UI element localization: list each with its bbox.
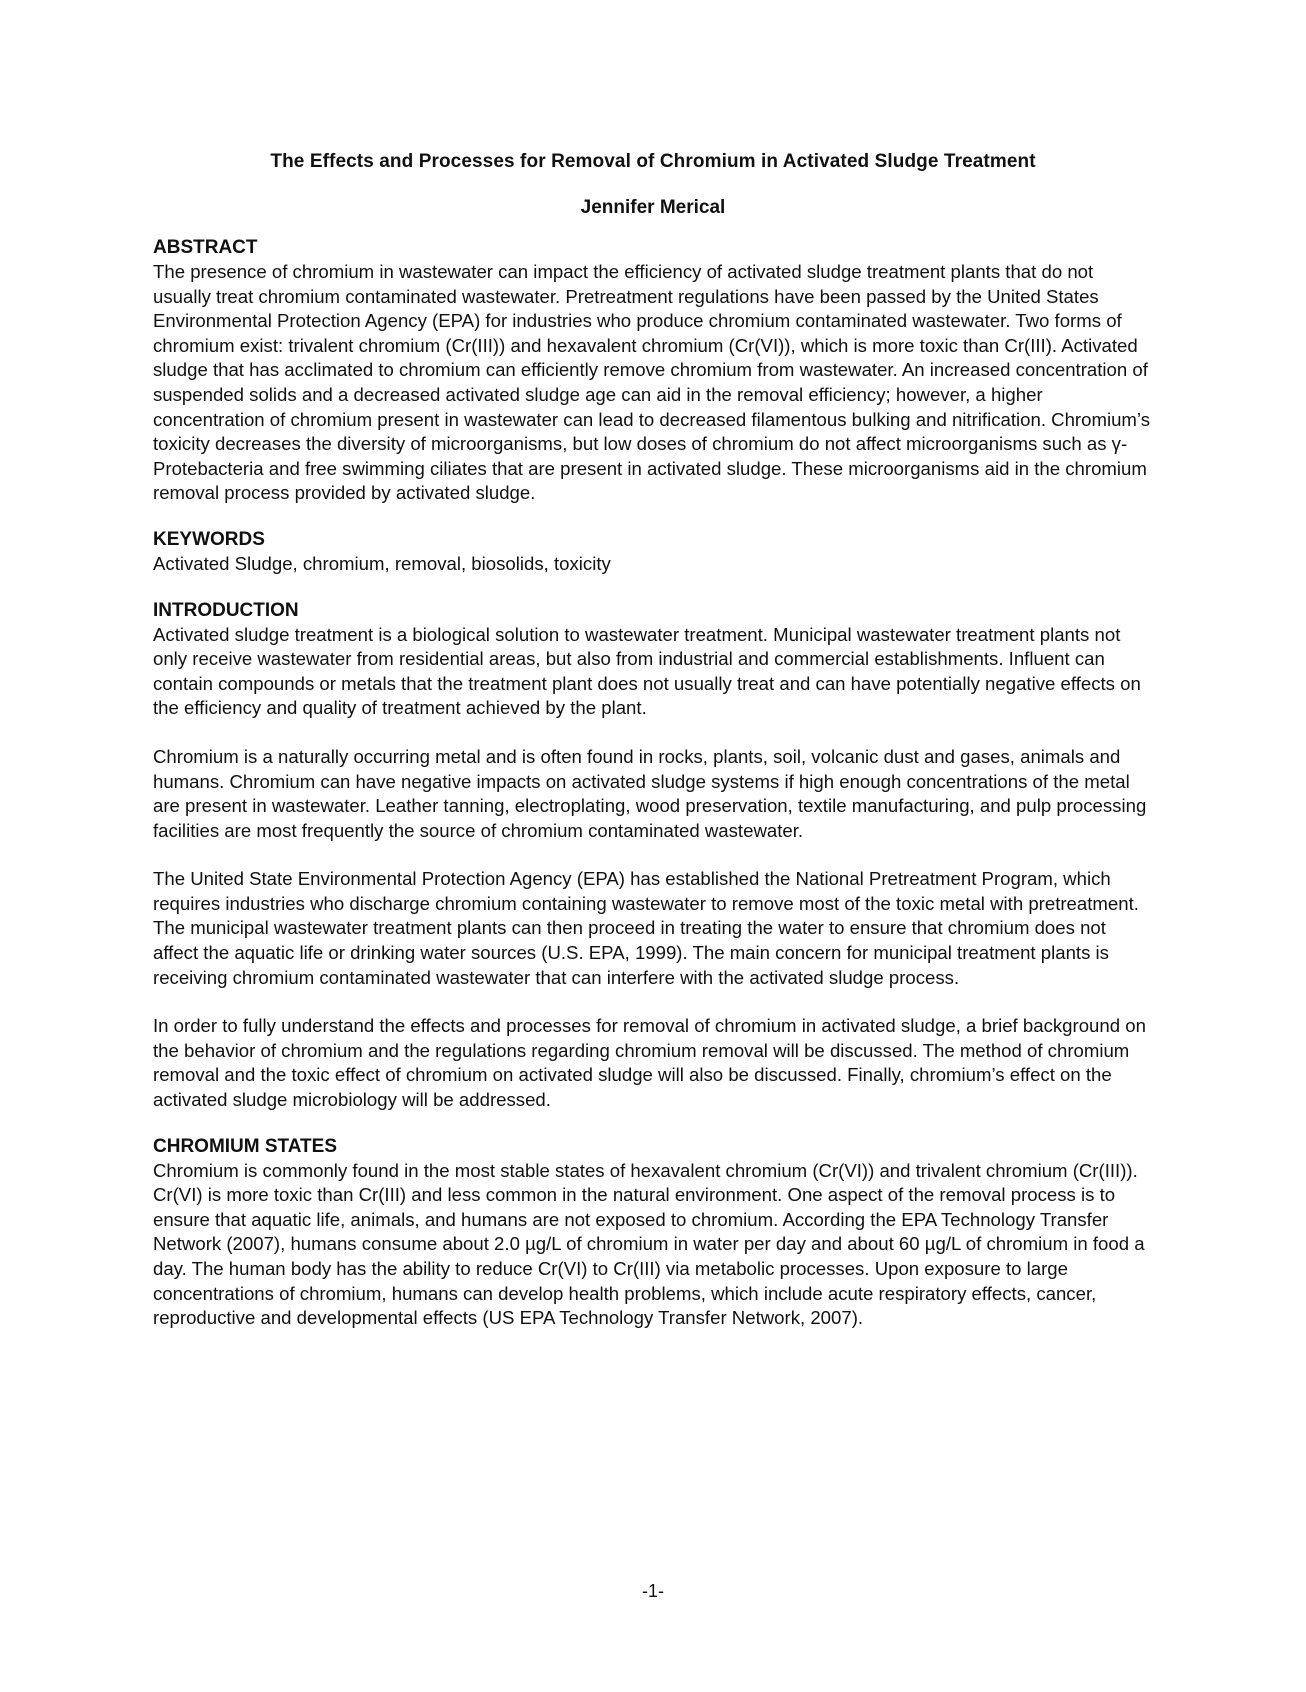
- paragraph: Activated Sludge, chromium, removal, biosolids, toxicity: [153, 552, 611, 574]
- paragraph: Chromium is a naturally occurring metal and is often found in rocks, plants, soil, volcanic dust and gases, animals and humans. Chromium can have negative impacts on activated sludge systems if high enough concentrations of the metal are present in wastewater. Leather tanning, electroplating, wood preservation, textile manufacturing, and pulp processing facilities are most frequently the source of chromium contaminated wastewater.: [153, 745, 1147, 841]
- paragraph: The United State Environmental Protection Agency (EPA) has established the National Pretreatment Program, which requires industries who discharge chromium containing wastewater to remove most of the toxic metal with pretreatment. The municipal wastewater treatment plants can then proceed in treating the water to ensure that chromium does not affect the aquatic life or drinking water sources (U.S. EPA, 1999). The main concern for municipal treatment plants is receiving chromium contaminated wastewater that can interfere with the activated sludge process.: [153, 868, 1139, 988]
- section-introduction: [153, 599, 1153, 1113]
- document-author: Jennifer Merical: [580, 197, 726, 218]
- document-page: [153, 150, 1153, 1331]
- document-title: The Effects and Processes for Removal of Chromium in Activated Sludge Treatment: [270, 151, 1036, 172]
- section-heading: ABSTRACT: [153, 237, 258, 258]
- page-number: -1-: [642, 1581, 664, 1601]
- paragraph: The presence of chromium in wastewater can impact the efficiency of activated sludge treatment plants that do not usually treat chromium contaminated wastewater. Pretreatment regulations have been passed by the United States Environmental Protection Agency (EPA) for industries who produce chromium contaminated wastewater. Two forms of chromium exist: trivalent chromium (Cr(III)) and hexavalent chromium (Cr(VI)), which is more toxic than Cr(III). Activated sludge that has acclimated to chromium can efficiently remove chromium from wastewater. An increased concentration of suspended solids and a decreased activated sludge age can aid in the removal efficiency; however, a higher concentration of chromium present in wastewater can lead to decreased filamentous bulking and nitrification. Chromium’s toxicity decreases the diversity of microorganisms, but low doses of chromium do not affect microorganisms such as γ-Protebacteria and free swimming ciliates that are present in activated sludge. These microorganisms aid in the chromium removal process provided by activated sludge.: [153, 261, 1150, 504]
- section-chromium-states: [153, 1135, 1153, 1331]
- section-heading: INTRODUCTION: [153, 599, 299, 621]
- paragraph: Chromium is commonly found in the most stable states of hexavalent chromium (Cr(VI)) and trivalent chromium (Cr(III)). Cr(VI) is more toxic than Cr(III) and less common in the natural environment. One aspect of the removal process is to ensure that aquatic life, animals, and humans are not exposed to chromium. According the EPA Technology Transfer Network (2007), humans consume about 2.0 µg/L of chromium in water per day and about 60 µg/L of chromium in food a day. The human body has the ability to reduce Cr(VI) to Cr(III) via metabolic processes. Upon exposure to large concentrations of chromium, humans can develop health problems, which include acute respiratory effects, cancer, reproductive and developmental effects (US EPA Technology Transfer Network, 2007).: [153, 1159, 1145, 1329]
- section-keywords: [153, 528, 1153, 577]
- section-heading: KEYWORDS: [153, 528, 265, 550]
- section-abstract: [153, 236, 1153, 506]
- section-heading: CHROMIUM STATES: [153, 1135, 338, 1157]
- paragraph: Activated sludge treatment is a biological solution to wastewater treatment. Municipal wastewater treatment plants not only receive wastewater from residential areas, but also from industrial and commercial establishments. Influent can contain compounds or metals that the treatment plant does not usually treat and can have potentially negative effects on the efficiency and quality of treatment achieved by the plant.: [153, 623, 1141, 719]
- paragraph: In order to fully understand the effects and processes for removal of chromium in activated sludge, a brief background on the behavior of chromium and the regulations regarding chromium removal will be discussed. The method of chromium removal and the toxic effect of chromium on activated sludge will also be discussed. Finally, chromium’s effect on the activated sludge microbiology will be addressed.: [153, 1015, 1146, 1111]
